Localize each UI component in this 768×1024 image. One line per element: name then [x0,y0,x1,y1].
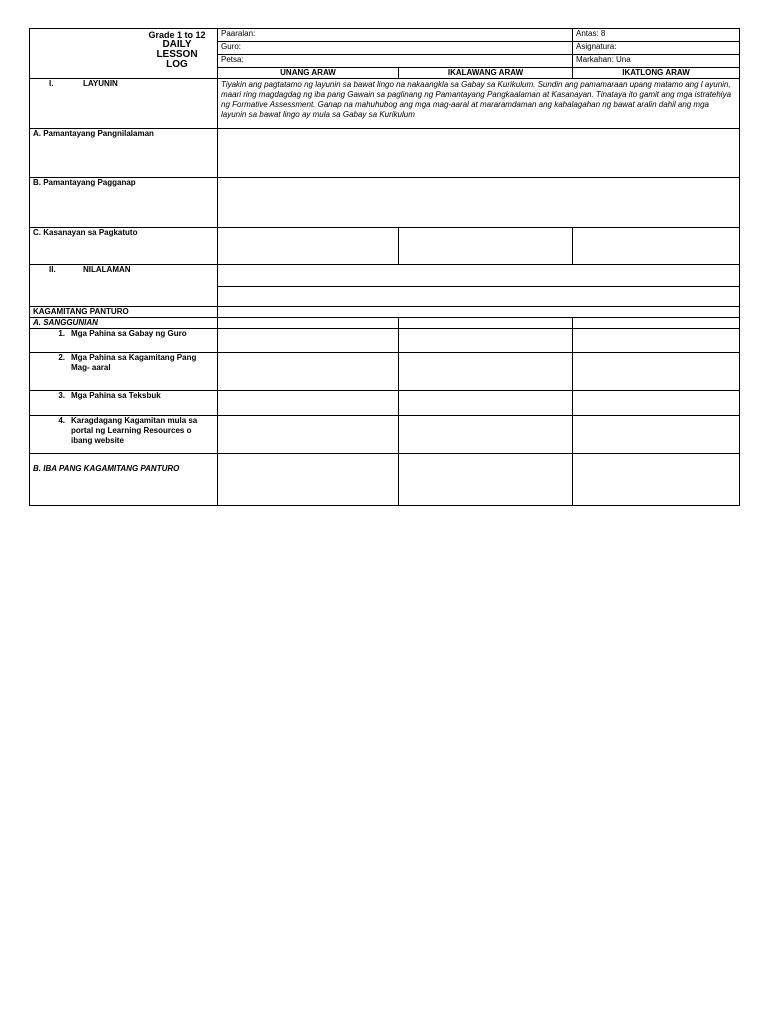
layunin-title: LAYUNIN [83,79,118,88]
item-3-day-3[interactable] [573,391,740,416]
grade-range: Grade 1 to 12 [148,30,206,40]
sanggunian-item-3 [30,391,218,416]
item-4-text: Karagdagang Kagamitan mula sa portal ng Learning Resources o ibang website [71,416,198,445]
sanggunian-day-3[interactable] [573,318,740,329]
item-4-day-1[interactable] [218,416,399,454]
item-4-number: 4. [58,416,65,425]
item-4-day-2[interactable] [399,416,573,454]
item-1-text: Mga Pahina sa Gabay ng Guro [71,329,187,338]
item-1-day-2[interactable] [399,329,573,353]
item-2-day-2[interactable] [399,353,573,391]
layunin-label [30,79,218,129]
item-2-number: 2. [58,353,65,362]
sanggunian-day-2[interactable] [399,318,573,329]
nilalaman-label [30,265,218,307]
kasanayan-label: C. Kasanayan sa Pagkatuto [30,228,218,265]
item-3-text: Mga Pahina sa Teksbuk [71,391,161,400]
item-1-number: 1. [58,329,65,338]
iba-pang-day-1[interactable] [218,454,399,506]
sanggunian-label: A. SANGGUNIAN [30,318,218,329]
pangnilalaman-cell[interactable] [218,129,740,178]
title-log: LOG [166,59,188,70]
sanggunian-day-1[interactable] [218,318,399,329]
item-1-day-1[interactable] [218,329,399,353]
day-3-header: IKATLONG ARAW [573,68,740,79]
iba-pang-day-3[interactable] [573,454,740,506]
nilalaman-cell-2[interactable] [218,287,740,307]
daily-lesson-log-table [29,28,740,506]
item-2-day-1[interactable] [218,353,399,391]
item-4-day-3[interactable] [573,416,740,454]
nilalaman-number: II. [49,265,56,274]
layunin-description: Tiyakin ang pagtatamo ng layunin sa bawat lingo na nakaangkla sa Gabay sa Kurikulum. Sundin ang pamamaraan upang matamo ang l ayunin, maari ring magdagdag ng iba pang Gawain sa paglinang ng Pamantayang Pangkaalaman at Kasanayan. Tinataya ito gamit ang mga istratehiya ng Formative Assessment. Ganap na mahuhubog ang mga mag-aaral at mararamdaman ang kahalagahan ng bawat aralin dahil ang mga layunin sa bawat lingo ay mula sa Gabay sa Kurikulum [218,79,740,129]
pagganap-cell[interactable] [218,178,740,228]
item-2-day-3[interactable] [573,353,740,391]
iba-pang-label: B. IBA PANG KAGAMITANG PANTURO [30,454,218,506]
asignatura-field[interactable]: Asignatura: [573,42,740,55]
title-lesson: LESSON [156,49,198,60]
kagamitan-cell[interactable] [218,307,740,318]
pagganap-label: B. Pamantayang Pagganap [30,178,218,228]
sanggunian-item-2 [30,353,218,391]
guro-field[interactable]: Guro: [218,42,573,55]
sanggunian-item-1 [30,329,218,353]
item-3-day-1[interactable] [218,391,399,416]
layunin-number: I. [49,79,54,88]
day-1-header: UNANG ARAW [218,68,399,79]
kagamitan-label: KAGAMITANG PANTURO [30,307,218,318]
item-1-day-3[interactable] [573,329,740,353]
item-2-text: Mga Pahina sa Kagamitang Pang Mag- aaral [71,353,197,372]
antas-field[interactable]: Antas: 8 [573,29,740,42]
pangnilalaman-label: A. Pamantayang Pangnilalaman [30,129,218,178]
markahan-field[interactable]: Markahan: Una [573,55,740,68]
item-3-day-2[interactable] [399,391,573,416]
dll-title-block [30,29,218,79]
petsa-field[interactable]: Petsa: [218,55,573,68]
kasanayan-day-2[interactable] [399,228,573,265]
nilalaman-cell-1[interactable] [218,265,740,287]
nilalaman-title: NILALAMAN [83,265,131,274]
sanggunian-item-4 [30,416,218,454]
kasanayan-day-1[interactable] [218,228,399,265]
item-3-number: 3. [58,391,65,400]
kasanayan-day-3[interactable] [573,228,740,265]
paaralan-field[interactable]: Paaralan: [218,29,573,42]
day-2-header: IKALAWANG ARAW [399,68,573,79]
title-daily: DAILY [162,39,192,50]
iba-pang-day-2[interactable] [399,454,573,506]
